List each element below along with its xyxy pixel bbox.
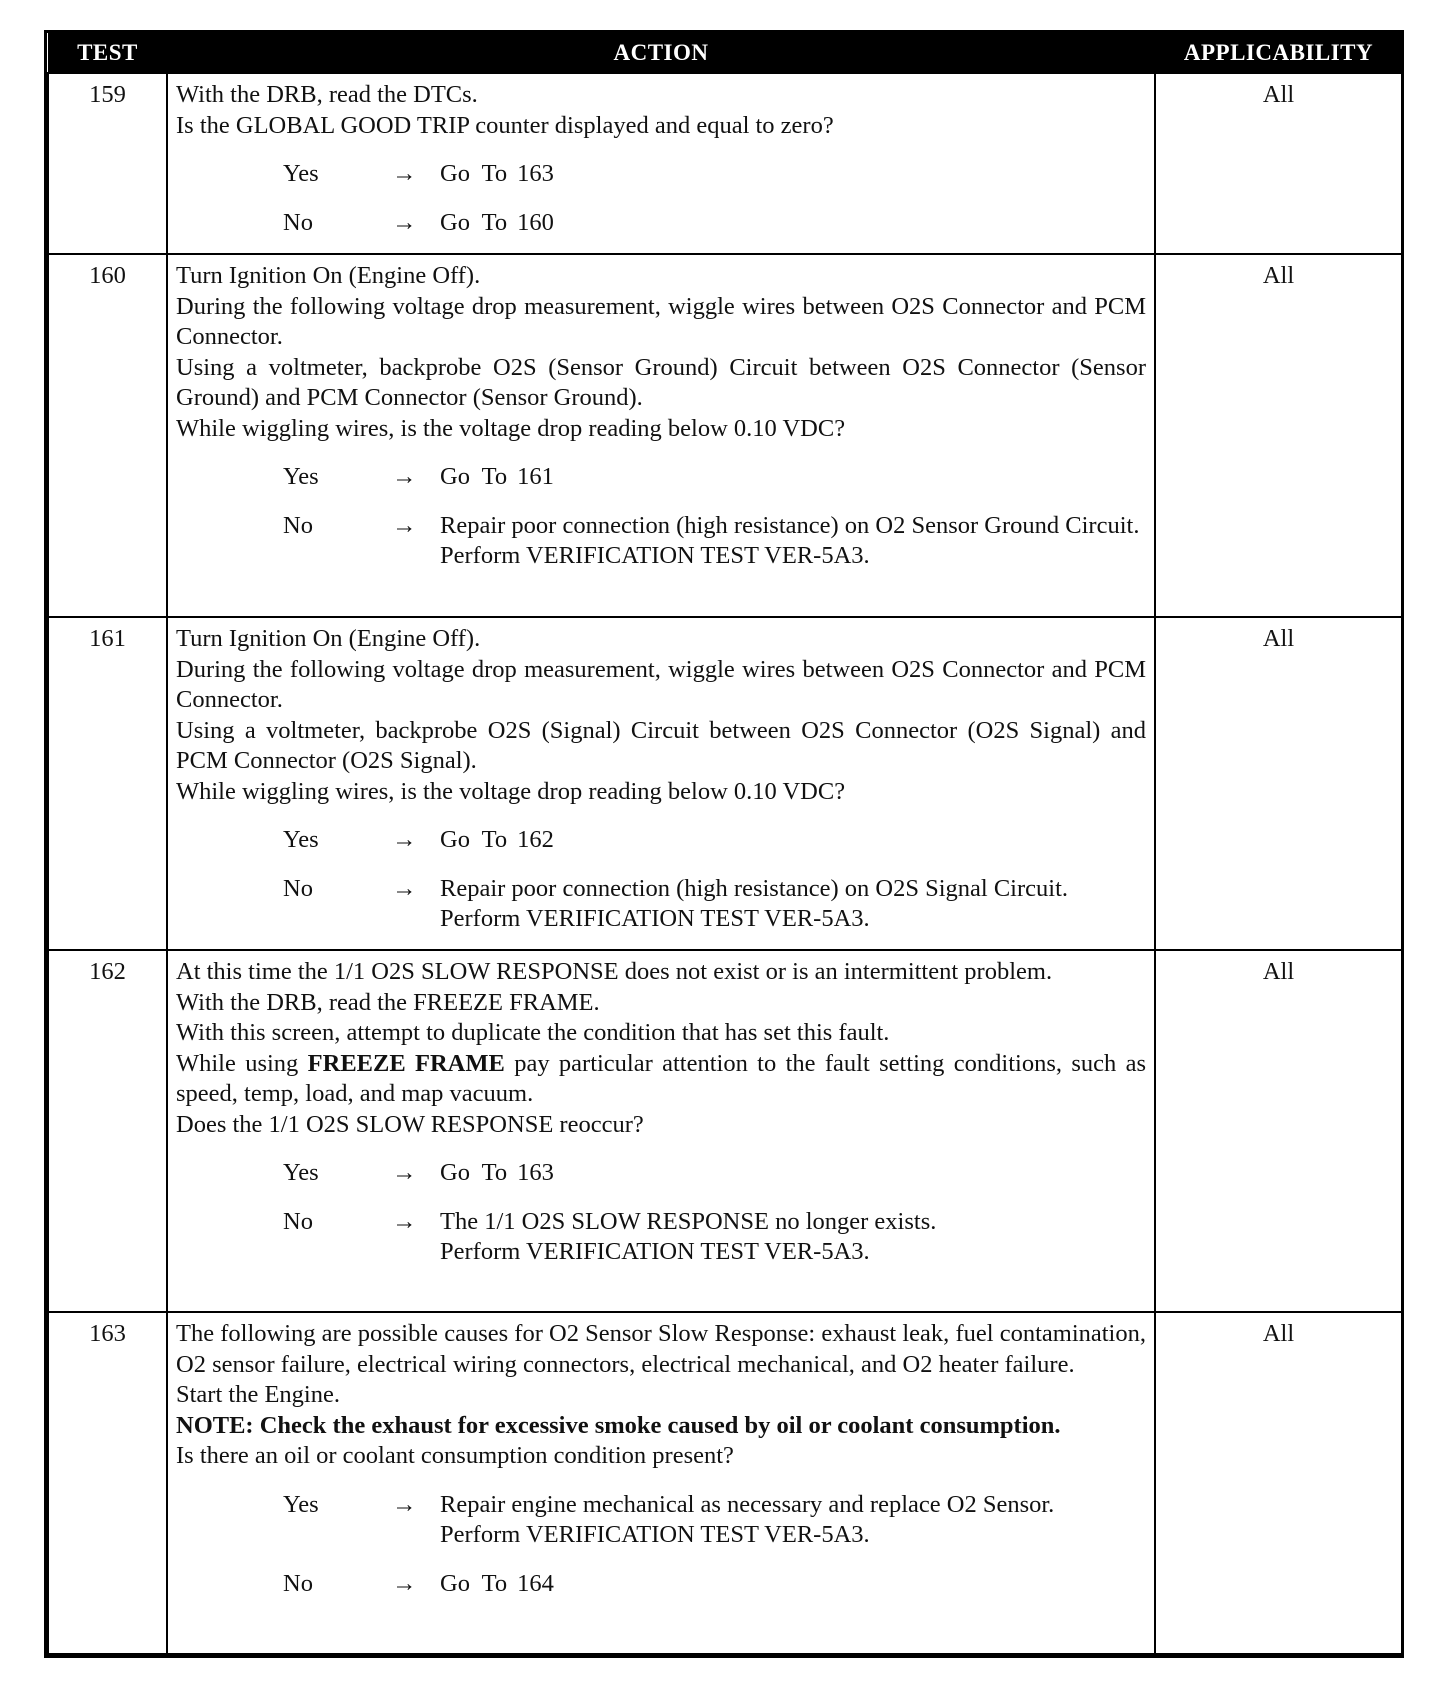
action-cell bbox=[167, 617, 1155, 950]
table-row bbox=[48, 73, 1402, 254]
repair-instruction: Repair poor connection (high resistance) on O2S Signal Circuit. bbox=[440, 874, 1069, 902]
goto-label: Go To bbox=[440, 1159, 508, 1186]
arrow-icon: → bbox=[392, 1207, 417, 1235]
applicability-value: All bbox=[1155, 1312, 1402, 1654]
header-action: ACTION bbox=[167, 33, 1155, 73]
goto-label: Go To bbox=[440, 463, 508, 490]
verification-instruction: Perform VERIFICATION TEST VER-5A3. bbox=[440, 1521, 870, 1548]
action-line: Turn Ignition On (Engine Off). bbox=[176, 625, 481, 652]
yes-branch bbox=[176, 1490, 1146, 1551]
action-question: Does the 1/1 O2S SLOW RESPONSE reoccur? bbox=[176, 1110, 644, 1138]
verification-instruction: Perform VERIFICATION TEST VER-5A3. bbox=[440, 542, 870, 569]
yes-label: Yes bbox=[283, 1490, 319, 1518]
goto-result bbox=[440, 1158, 1146, 1189]
action-line: At this time the 1/1 O2S SLOW RESPONSE does not exist or is an intermittent problem. bbox=[176, 958, 1053, 985]
no-label: No bbox=[283, 208, 313, 236]
repair-instruction: Repair engine mechanical as necessary and replace O2 Sensor. bbox=[440, 1490, 1055, 1518]
action-line bbox=[176, 1049, 1146, 1110]
action-cell bbox=[167, 73, 1155, 254]
header-row bbox=[48, 33, 1402, 73]
yes-label: Yes bbox=[283, 160, 319, 187]
action-cell bbox=[167, 254, 1155, 617]
test-number: 161 bbox=[48, 617, 167, 950]
arrow-icon: → bbox=[392, 160, 417, 187]
goto-label: Go To bbox=[440, 1569, 508, 1597]
no-label: No bbox=[283, 511, 313, 539]
yes-label: Yes bbox=[283, 826, 319, 853]
goto-target: 164 bbox=[517, 1569, 554, 1597]
note-text: NOTE: Check the exhaust for excessive smoke caused by oil or coolant consumption. bbox=[176, 1411, 1061, 1439]
procedure-table bbox=[47, 33, 1403, 1655]
action-cell bbox=[167, 950, 1155, 1312]
repair-result bbox=[440, 1207, 1146, 1268]
action-line: Start the Engine. bbox=[176, 1381, 340, 1408]
test-number: 160 bbox=[48, 254, 167, 617]
goto-result bbox=[440, 462, 1146, 493]
action-line: Using a voltmeter, backprobe O2S (Sensor Ground) Circuit between O2S Connector (Sensor Ground) and PCM Connector (Sensor Ground). bbox=[176, 353, 1146, 411]
goto-result bbox=[440, 159, 1146, 190]
yes-branch bbox=[176, 462, 1146, 493]
goto-result bbox=[440, 825, 1146, 856]
no-label: No bbox=[283, 874, 313, 902]
result-instruction: The 1/1 O2S SLOW RESPONSE no longer exists. bbox=[440, 1207, 937, 1235]
goto-label: Go To bbox=[440, 826, 508, 853]
action-line: With the DRB, read the FREEZE FRAME. bbox=[176, 988, 600, 1016]
test-number: 162 bbox=[48, 950, 167, 1312]
action-question: Is the GLOBAL GOOD TRIP counter displayed and equal to zero? bbox=[176, 111, 834, 139]
action-line: The following are possible causes for O2 Sensor Slow Response: exhaust leak, fuel contamination, O2 sensor failure, electrical wiring connectors, electrical mechanical, and O2 heater failure. bbox=[176, 1320, 1146, 1378]
goto-target: 160 bbox=[517, 208, 554, 236]
header-applicability: APPLICABILITY bbox=[1155, 33, 1402, 73]
no-label: No bbox=[283, 1569, 313, 1597]
no-branch bbox=[176, 1207, 1146, 1268]
freeze-frame-emphasis: FREEZE FRAME bbox=[307, 1049, 505, 1077]
action-cell bbox=[167, 1312, 1155, 1654]
action-question: While wiggling wires, is the voltage drop reading below 0.10 VDC? bbox=[176, 414, 846, 442]
action-line: During the following voltage drop measurement, wiggle wires between O2S Connector and PCM Connector. bbox=[176, 655, 1146, 713]
yes-branch bbox=[176, 1158, 1146, 1189]
arrow-icon: → bbox=[392, 874, 417, 902]
applicability-value: All bbox=[1155, 617, 1402, 950]
repair-result bbox=[440, 511, 1146, 572]
applicability-value: All bbox=[1155, 73, 1402, 254]
test-number: 159 bbox=[48, 73, 167, 254]
table-row bbox=[48, 1312, 1402, 1654]
verification-instruction: Perform VERIFICATION TEST VER-5A3. bbox=[440, 1238, 870, 1265]
action-line: Turn Ignition On (Engine Off). bbox=[176, 262, 481, 289]
test-number: 163 bbox=[48, 1312, 167, 1654]
table-row bbox=[48, 254, 1402, 617]
action-line: Using a voltmeter, backprobe O2S (Signal) Circuit between O2S Connector (O2S Signal) and PCM Connector (O2S Signal). bbox=[176, 716, 1146, 774]
action-text: pay particular attention to the fault setting conditions, such as speed, temp, load, and map vacuum. bbox=[176, 1049, 1146, 1107]
goto-result bbox=[440, 208, 1146, 239]
no-branch bbox=[176, 511, 1146, 572]
diagnostic-test-table bbox=[44, 30, 1404, 1658]
verification-instruction: Perform VERIFICATION TEST VER-5A3. bbox=[440, 905, 870, 932]
header-test: TEST bbox=[48, 33, 167, 73]
goto-target: 163 bbox=[517, 160, 554, 187]
action-line: With the DRB, read the DTCs. bbox=[176, 81, 478, 108]
goto-result bbox=[440, 1569, 1146, 1600]
action-question: While wiggling wires, is the voltage drop reading below 0.10 VDC? bbox=[176, 777, 846, 805]
arrow-icon: → bbox=[392, 511, 417, 539]
yes-label: Yes bbox=[283, 463, 319, 490]
yes-branch bbox=[176, 825, 1146, 856]
goto-target: 161 bbox=[517, 463, 554, 490]
table-row bbox=[48, 950, 1402, 1312]
goto-label: Go To bbox=[440, 160, 508, 187]
action-text: While using bbox=[176, 1049, 308, 1077]
no-label: No bbox=[283, 1207, 313, 1235]
goto-label: Go To bbox=[440, 208, 508, 236]
action-question: Is there an oil or coolant consumption condition present? bbox=[176, 1442, 734, 1469]
no-branch bbox=[176, 1569, 1146, 1600]
action-line: With this screen, attempt to duplicate the condition that has set this fault. bbox=[176, 1019, 890, 1046]
action-line: During the following voltage drop measurement, wiggle wires between O2S Connector and PCM Connector. bbox=[176, 292, 1146, 350]
applicability-value: All bbox=[1155, 254, 1402, 617]
repair-result bbox=[440, 1490, 1146, 1551]
arrow-icon: → bbox=[392, 208, 417, 236]
arrow-icon: → bbox=[392, 463, 417, 490]
repair-result bbox=[440, 874, 1146, 935]
arrow-icon: → bbox=[392, 1490, 417, 1518]
yes-label: Yes bbox=[283, 1159, 319, 1186]
table-row bbox=[48, 617, 1402, 950]
repair-instruction: Repair poor connection (high resistance) on O2 Sensor Ground Circuit. bbox=[440, 511, 1140, 539]
goto-target: 162 bbox=[517, 826, 554, 853]
yes-branch bbox=[176, 159, 1146, 190]
goto-target: 163 bbox=[517, 1159, 554, 1186]
arrow-icon: → bbox=[392, 1569, 417, 1597]
applicability-value: All bbox=[1155, 950, 1402, 1312]
arrow-icon: → bbox=[392, 826, 417, 853]
arrow-icon: → bbox=[392, 1159, 417, 1186]
no-branch bbox=[176, 874, 1146, 935]
no-branch bbox=[176, 208, 1146, 239]
